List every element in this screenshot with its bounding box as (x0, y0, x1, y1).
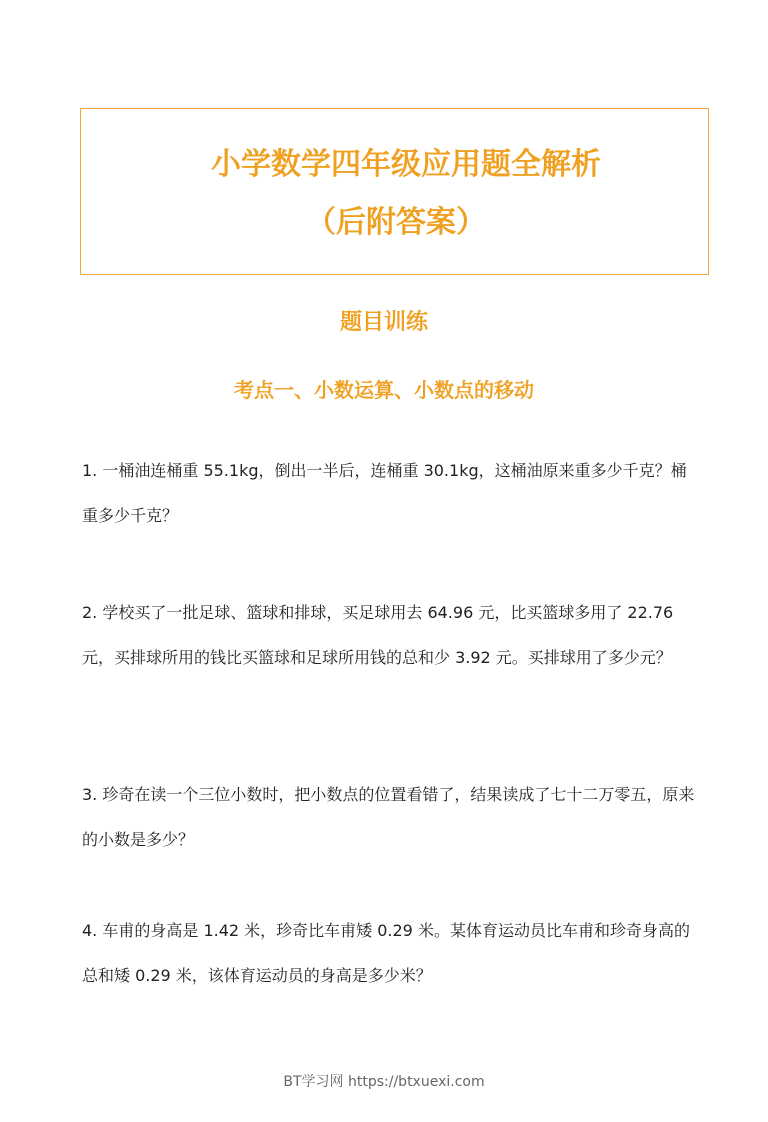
title-box (80, 108, 709, 275)
section-heading: 题目训练 (339, 310, 428, 335)
document-title: 小学数学四年级应用题全解析 (211, 147, 601, 182)
document-subtitle: （后附答案） (306, 205, 486, 240)
question-1: 1. 一桶油连桶重 55.1kg，倒出一半后，连桶重 30.1kg，这桶油原来重多少千克？桶重多少千克？ (82, 461, 687, 525)
sub-heading: 考点一、小数运算、小数点的移动 (234, 378, 534, 402)
question-2: 2. 学校买了一批足球、篮球和排球，买足球用去 64.96 元，比买篮球多用了 22.76 元，买排球所用的钱比买篮球和足球所用钱的总和少 3.92 元。买排球用了多少元？ (82, 603, 674, 667)
question-3: 3. 珍奇在读一个三位小数时，把小数点的位置看错了，结果读成了七十二万零五，原来的小数是多少？ (82, 785, 695, 849)
question-4: 4. 车甫的身高是 1.42 米，珍奇比车甫矮 0.29 米。某体育运动员比车甫和珍奇身高的总和矮 0.29 米，该体育运动员的身高是多少米？ (82, 921, 690, 985)
footer-watermark: BT学习网 https://btxuexi.com (283, 1074, 485, 1090)
